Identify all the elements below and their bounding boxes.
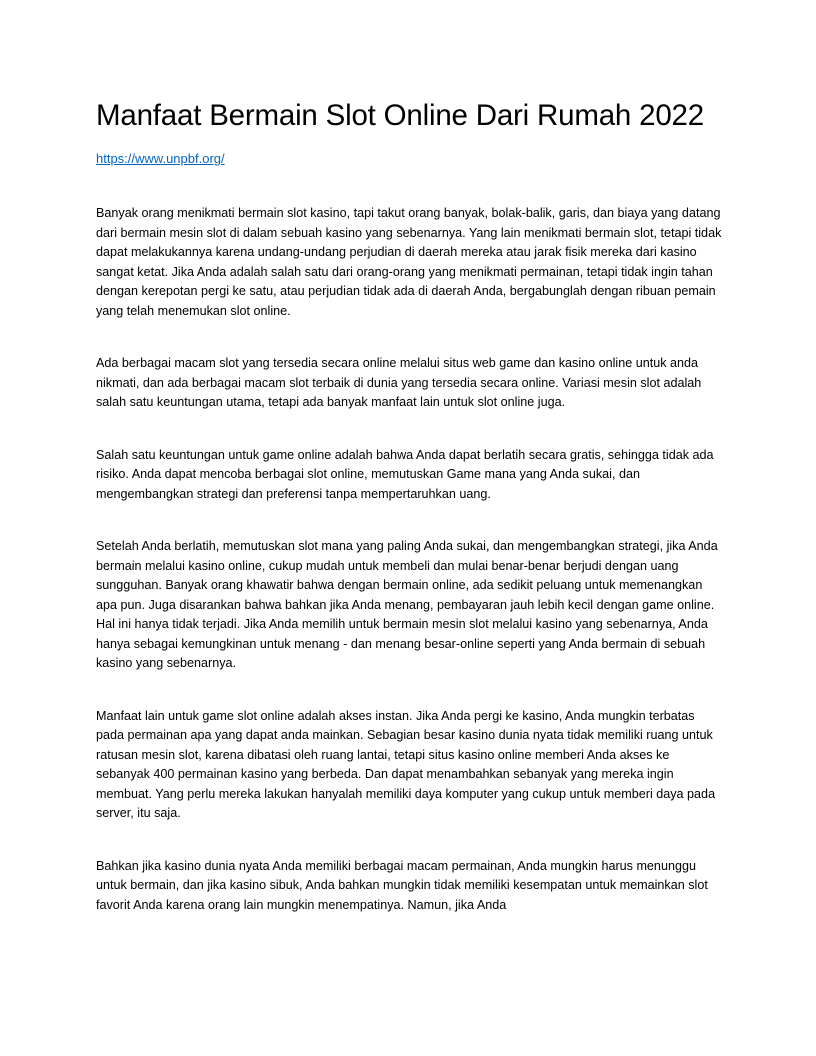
document-title: Manfaat Bermain Slot Online Dari Rumah 2022 — [96, 99, 704, 132]
paragraph: Setelah Anda berlatih, memutuskan slot mana yang paling Anda sukai, dan mengembangkan strategi, jika Anda bermain melalui kasino online, cukup mudah untuk membeli dan mulai benar-benar berjudi dengan uang sungguhan. Banyak orang khawatir bahwa dengan bermain online, ada sedikit peluang untuk memenangkan apa pun. Juga disarankan bahwa bahkan jika Anda menang, pembayaran jauh lebih kecil dengan game online. Hal ini hanya tidak terjadi. Jika Anda memilih untuk bermain mesin slot melalui kasino yang sebenarnya, Anda hanya sebagai kemungkinan untuk menang - dan menang besar-online seperti yang Anda bermain di sebuah kasino yang sebenarnya. — [96, 539, 718, 670]
paragraph: Ada berbagai macam slot yang tersedia secara online melalui situs web game dan kasino online untuk anda nikmati, dan ada berbagai macam slot terbaik di dunia yang tersedia secara online. Variasi mesin slot adalah salah satu keuntungan utama, tetapi ada banyak manfaat lain untuk slot online juga. — [96, 356, 702, 409]
paragraph: Banyak orang menikmati bermain slot kasino, tapi takut orang banyak, bolak-balik, garis, dan biaya yang datang dari bermain mesin slot di dalam sebuah kasino yang sebenarnya. Yang lain menikmati bermain slot, tetapi tidak dapat melakukannya karena undang-undang perjudian di daerah mereka atau jarak fisik mereka dari kasino sangat ketat. Jika Anda adalah salah satu dari orang-orang yang menikmati permainan, tetapi tidak ingin tahan dengan kerepotan pergi ke satu, atau perjudian tidak ada di daerah Anda, bergabunglah dengan ribuan pemain yang telah menemukan slot online. — [96, 206, 722, 318]
paragraph: Bahkan jika kasino dunia nyata Anda memiliki berbagai macam permainan, Anda mungkin harus menunggu untuk bermain, dan jika kasino sibuk, Anda bahkan mungkin tidak memiliki kesempatan untuk memainkan slot favorit Anda karena orang lain mungkin menempatinya. Namun, jika Anda — [96, 858, 708, 912]
document-body — [96, 96, 722, 915]
paragraph: Salah satu keuntungan untuk game online adalah bahwa Anda dapat berlatih secara gratis, sehingga tidak ada risiko. Anda dapat mencoba berbagai slot online, memutuskan Game mana yang Anda sukai, dan mengembangkan strategi dan preferensi tanpa mempertaruhkan uang. — [96, 447, 714, 501]
source-link[interactable]: https://www.unpbf.org/ — [96, 151, 225, 166]
paragraph: Manfaat lain untuk game slot online adalah akses instan. Jika Anda pergi ke kasino, Anda mungkin terbatas pada permainan apa yang dapat anda mainkan. Sebagian besar kasino dunia nyata tidak memiliki ruang untuk ratusan mesin slot, karena dibatasi oleh ruang lantai, tetapi situs kasino online memberi Anda akses ke sebanyak 400 permainan kasino yang berbeda. Dan dapat menambahkan sebanyak yang mereka ingin membuat. Yang perlu mereka lakukan hanyalah memiliki daya komputer yang cukup untuk memberi daya pada server, itu saja. — [96, 708, 716, 820]
